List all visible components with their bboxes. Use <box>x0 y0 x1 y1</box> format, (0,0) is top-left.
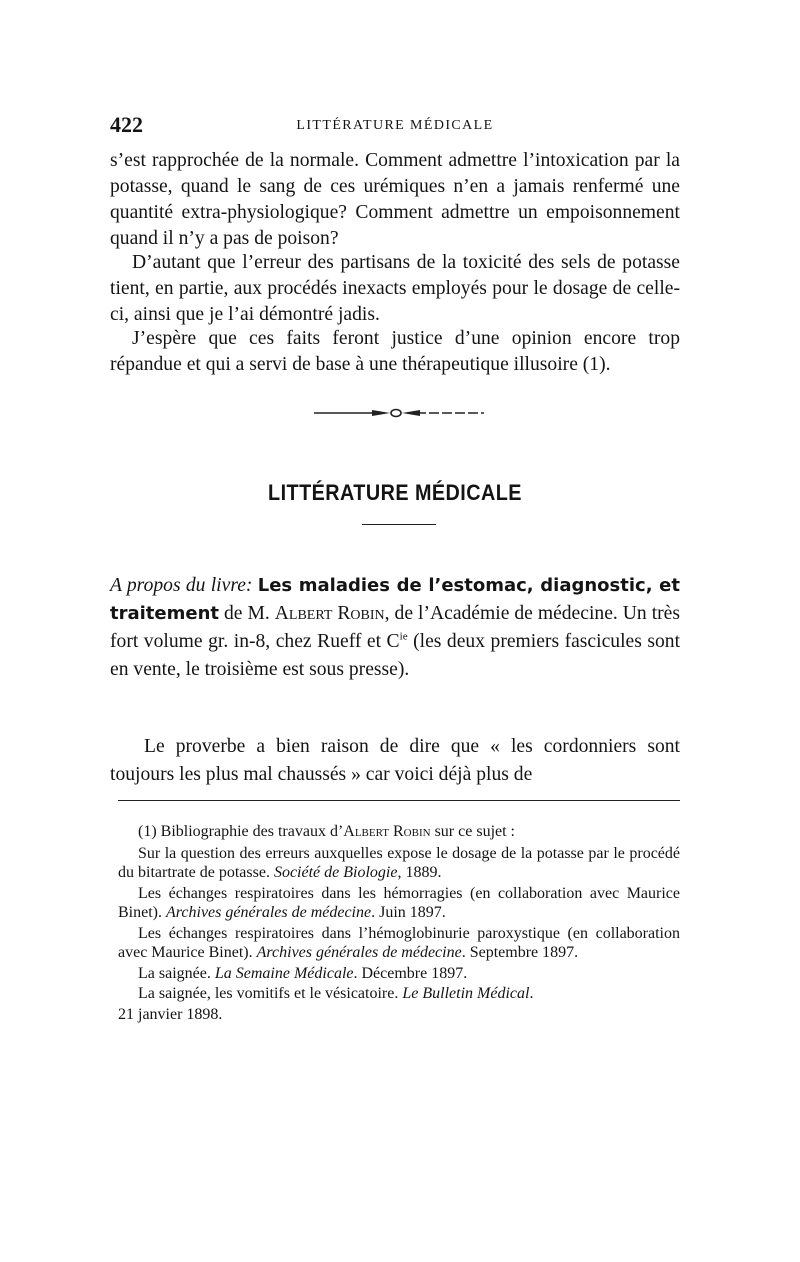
footnote-divider <box>118 800 680 801</box>
review-lead: A propos du livre: <box>110 575 253 596</box>
footnote-intro-end: sur ce sujet : <box>430 823 515 840</box>
bib-source: Société de Biologie <box>273 864 398 881</box>
bib-text: La saignée. <box>138 964 215 982</box>
paragraph-5: Le proverbe a bien raison de dire que « les cordonniers sont toujours les plus mal chaussés » car voici déjà plus de <box>110 736 680 785</box>
bibliography-item-date: 21 janvier 1898. <box>118 1005 223 1023</box>
footnotes <box>118 822 680 1024</box>
review-details-sup: ie <box>399 630 408 643</box>
paragraph-1: s’est rapprochée de la normale. Comment admettre l’intoxication par la potasse, quand le sang de ces urémiques n’en a jamais renfermé une quantité extra-physiologique? Comment admettre un empoisonnement quand il n’y a pas de poison? <box>110 150 680 249</box>
bibliography-item <box>118 964 680 984</box>
bib-text: La saignée, les vomitifs et le vésicatoire. <box>138 985 403 1002</box>
bib-source: La Semaine Médicale <box>214 964 354 982</box>
bibliography-item <box>118 924 680 963</box>
review-details-end: (les deux premiers fascicules sont en vente, le troisième est sous presse). <box>110 631 681 680</box>
section-title: LITTÉRATURE MÉDICALE <box>268 480 522 505</box>
title-underline <box>362 524 436 525</box>
running-head: LITTÉRATURE MÉDICALE <box>296 118 494 133</box>
section-ornament <box>314 405 484 421</box>
review-author: Albert Robin <box>274 603 385 624</box>
paragraph-2: D’autant que l’erreur des partisans de la toxicité des sels de potasse tient, en partie, aux procédés inexacts employés pour le dosage de celle-ci, ainsi que je l’ai démontré jadis. <box>110 252 680 325</box>
bib-date: . Décembre 1897. <box>353 964 468 982</box>
bib-text: Les échanges respiratoires dans les hémorragies (en collaboration avec Maurice Binet). <box>118 884 680 921</box>
bib-date: . <box>529 985 534 1002</box>
footnote-author: Albert Robin <box>343 823 431 840</box>
page-header <box>110 112 680 140</box>
bibliography-item <box>118 844 680 883</box>
book-title: Les maladies de l’estomac, diagnostic, et traitement <box>110 575 680 624</box>
page-number: 422 <box>110 112 143 137</box>
paragraph-3: J’espère que ces faits feront justice d’une opinion encore trop répandue et qui a servi de base à une thérapeutique illusoire (1). <box>110 328 680 375</box>
review-by: de M. <box>219 603 275 624</box>
bib-source: Archives générales de médecine <box>256 944 462 961</box>
review-details: , de l’Académie de médecine. Un très fort volume gr. in-8, chez Rueff et C <box>110 603 680 652</box>
book-review-entry <box>110 572 680 684</box>
bib-date: , 1889. <box>397 864 442 881</box>
bib-text: Les échanges respiratoires dans l’hémoglobinurie paroxystique (en collaboration avec Maurice Binet). <box>118 924 680 961</box>
bibliography-item <box>118 884 680 923</box>
footnote-1 <box>118 822 680 842</box>
bib-date: . Septembre 1897. <box>461 944 579 961</box>
bib-source: Archives générales de médecine <box>166 904 372 921</box>
bib-date: . Juin 1897. <box>371 904 446 921</box>
bibliography-item <box>118 984 680 1004</box>
bib-source: Le Bulletin Médical <box>402 985 530 1002</box>
bib-text: Sur la question des erreurs auxquelles expose le dosage de la potasse par le procédé du bitartrate de potasse. <box>118 844 680 881</box>
footnote-intro: (1) Bibliographie des travaux d’ <box>138 823 344 840</box>
